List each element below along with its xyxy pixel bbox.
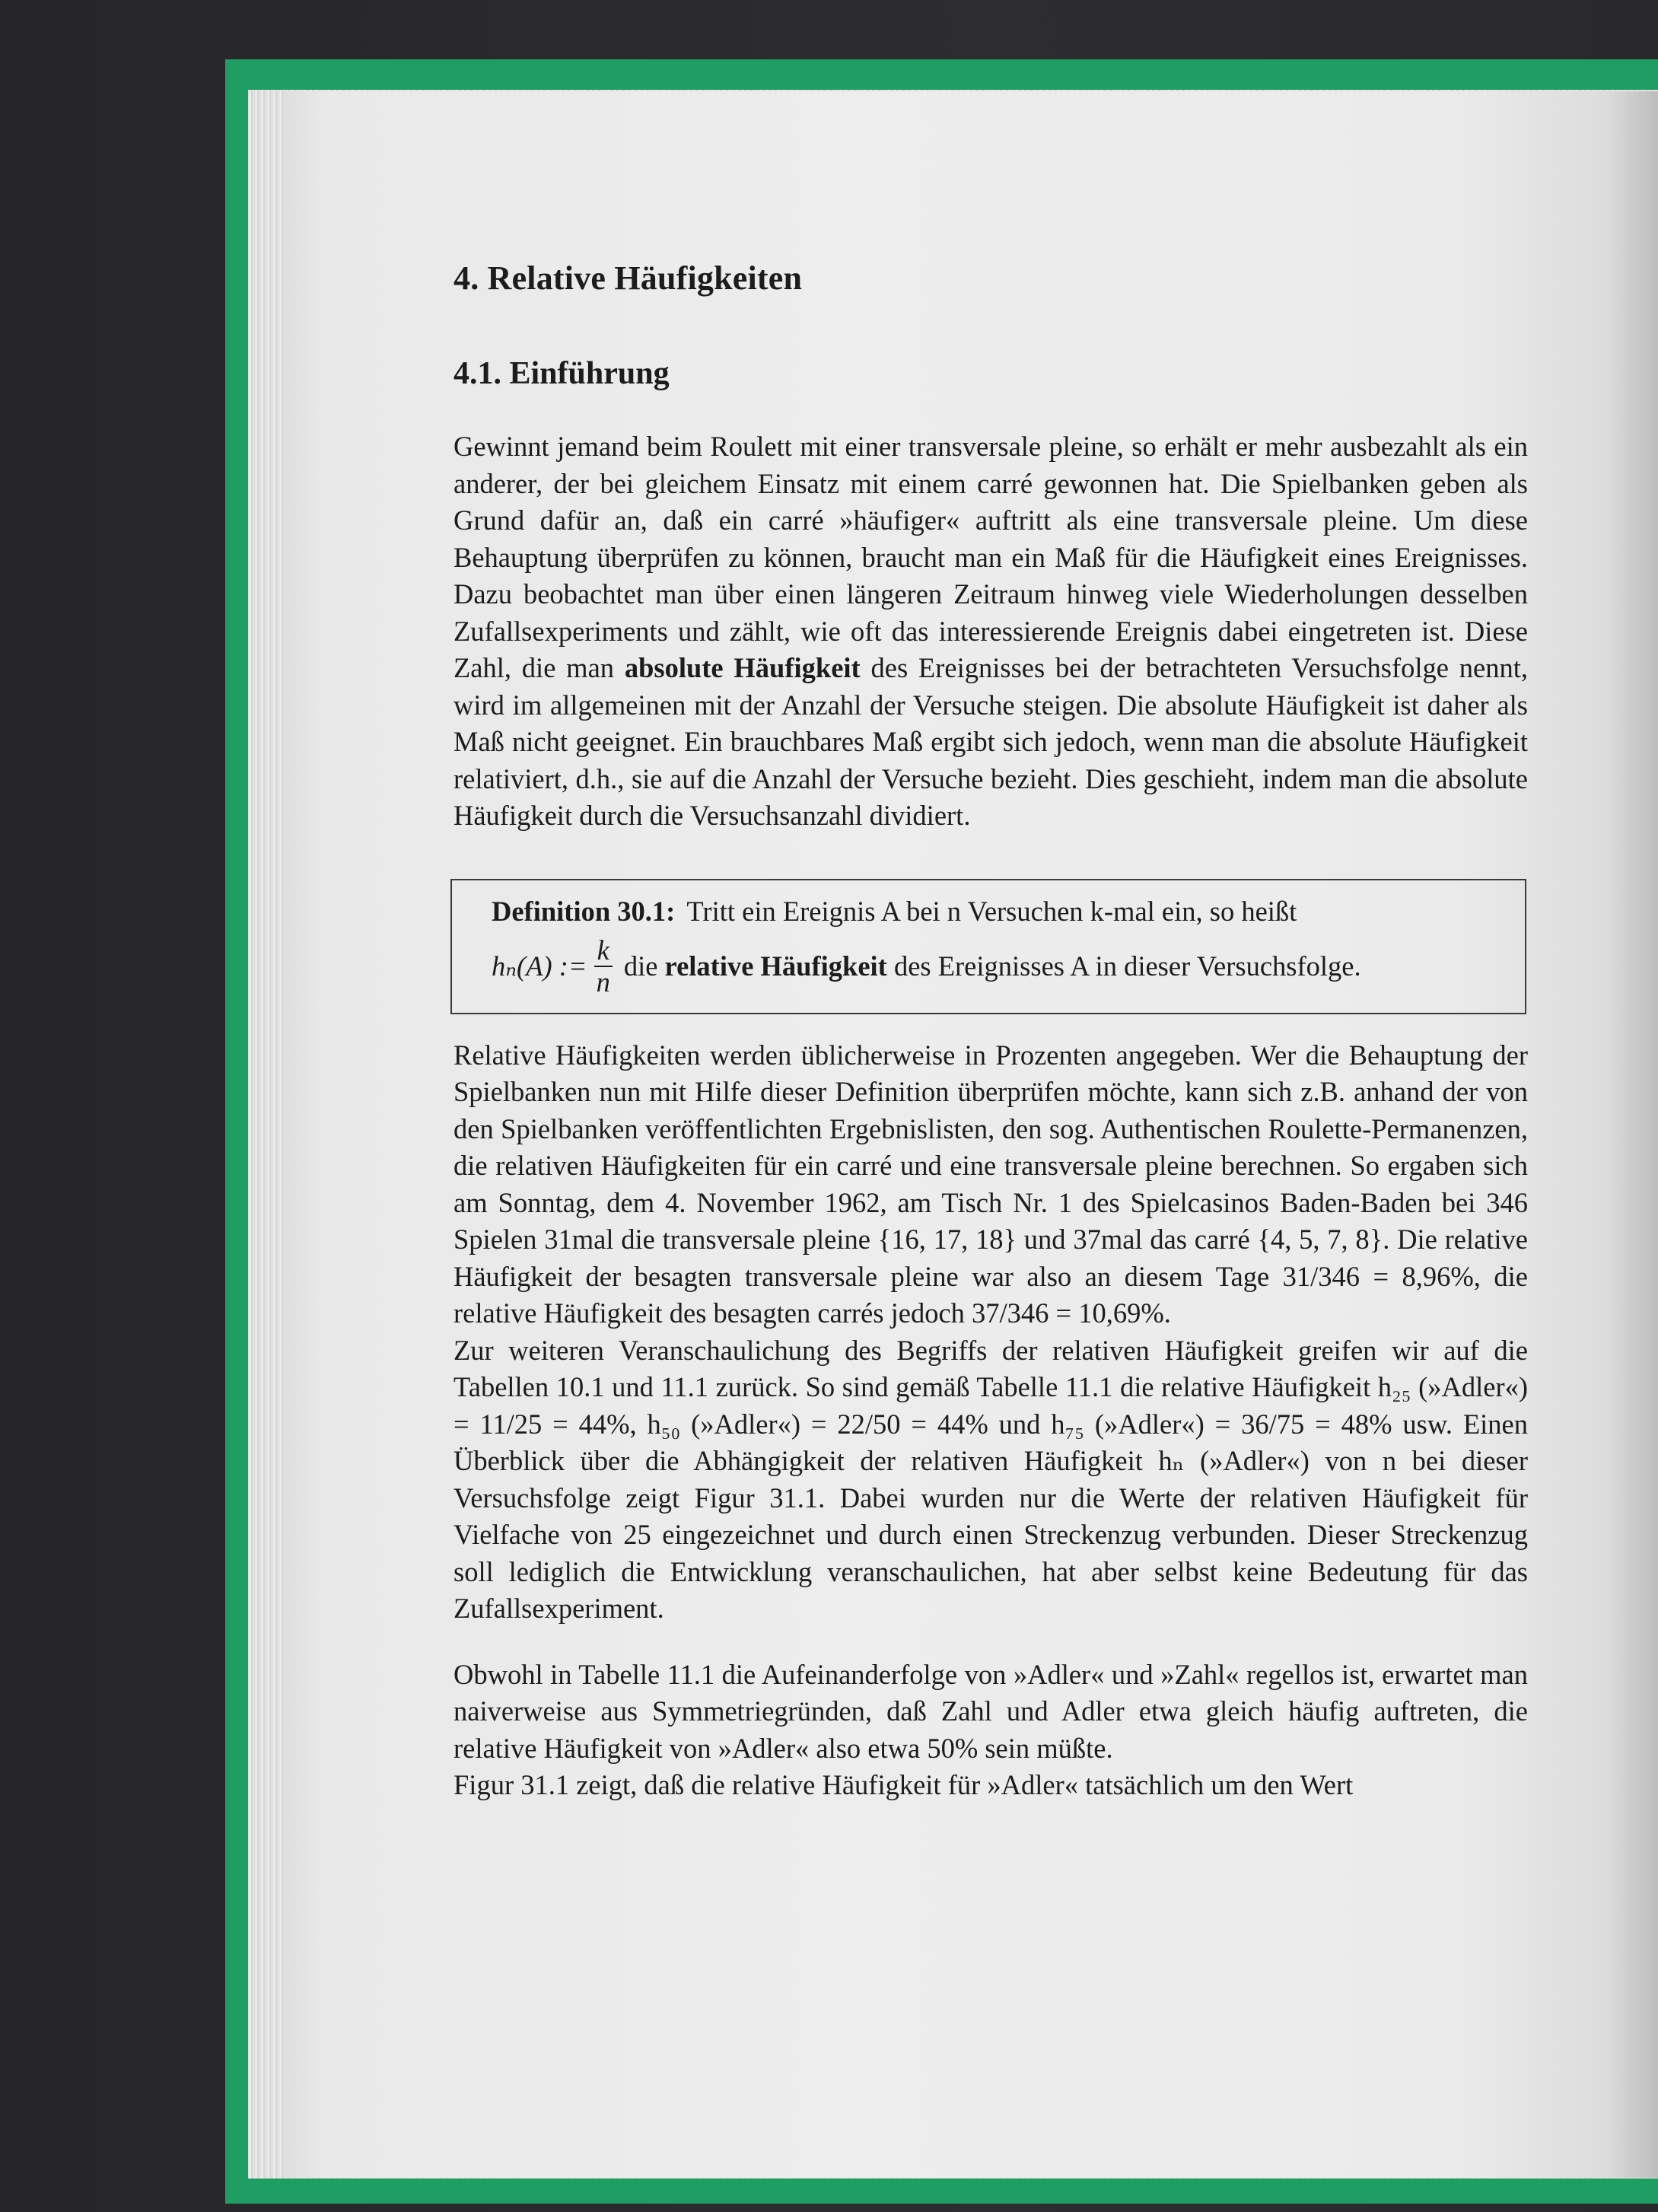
definition-line-1: [492, 891, 1504, 932]
intro-text-2: des Ereignisses bei der betrachteten Versuchsfolge nennt, wird im allgemeinen mit der Anzahl der Versuche steigen. Die absolute Häufigkeit ist daher als Maß nicht geeignet. Ein brauchbares Maß ergibt sich jedoch, wenn man die absolute Häufigkeit relativiert, d.h., sie auf die Anzahl der Versuche bezieht. Dies geschieht, indem man die absolute Häufigkeit durch die Versuchsanzahl dividiert.: [453, 652, 1528, 831]
chapter-heading: 4. Relative Häufigkeiten: [453, 259, 803, 297]
formula-denominator: n: [596, 966, 610, 998]
intro-text-1: Gewinnt jemand beim Roulett mit einer transversale pleine, so erhält er mehr ausbezahlt als ein anderer, der bei gleichem Einsatz mit einem carré gewonnen hat. Die Spielbanken geben als Grund dafür an, daß ein carré »häufiger« auftritt als eine transversale pleine. Um diese Behauptung überprüfen zu können, braucht man ein Maß für die Häufigkeit eines Ereignisses. Dazu beobachtet man über einen längeren Zeitraum hinweg viele Wiederholungen desselben Zufallsexperiments und zählt, wie oft das interessierende Ereignis dabei eingetreten ist. Diese Zahl, die man: [453, 431, 1528, 683]
page-content: [453, 259, 1528, 1804]
paragraph-casino: Relative Häufigkeiten werden üblicherweise in Prozenten angegeben. Wer die Behauptung der Spielbanken nun mit Hilfe dieser Definition überprüfen möchte, kann sich z.B. anhand der von den Spielbanken veröffentlichten Ergebnislisten, den sog. Authentischen Roulette-Permanenzen, die relativen Häufigkeiten für ein carré und eine transversale pleine berechnen. So ergaben sich am Sonntag, dem 4. November 1962, am Tisch Nr. 1 des Spielcasinos Baden-Baden bei 346 Spielen 31mal die transversale pleine {16, 17, 18} und 37mal das carré {4, 5, 7, 8}. Die relative Häufigkeit der besagten transversale pleine war also an diesem Tage 31/346 = 8,96%, die relative Häufigkeit des besagten carrés jedoch 37/346 = 10,69%.: [453, 1039, 1528, 1329]
definition-label: Definition 30.1:: [492, 895, 676, 927]
intro-paragraph: [453, 428, 1528, 835]
section-heading: 4.1. Einführung: [453, 356, 670, 391]
page-shadow: [1605, 91, 1658, 2178]
definition-formula: [492, 935, 624, 998]
formula-lhs: hₙ(A) :=: [492, 950, 587, 982]
definition-line-2: [492, 935, 1504, 998]
definition-line2-text: [624, 950, 1361, 982]
definition-term: relative Häufigkeit: [664, 950, 887, 982]
formula-numerator: k: [594, 935, 613, 967]
intro-bold-term: absolute Häufigkeit: [624, 652, 861, 683]
paragraph-figure: Figur 31.1 zeigt, daß die relative Häufigkeit für »Adler« tatsächlich um den Wert: [453, 1769, 1354, 1800]
definition-text: Tritt ein Ereignis A bei n Versuchen k-mal ein, so heißt: [686, 895, 1297, 927]
paragraph-table: Zur weiteren Veranschaulichung des Begriffs der relativen Häufigkeit greifen wir auf die Tabellen 10.1 und 11.1 zurück. So sind gemäß Tabelle 11.1 die relative Häufigkeit h₂₅ (»Adler«) = 11/25 = 44%, h₅₀ (»Adler«) = 22/50 = 44% und h₇₅ (»Adler«) = 36/75 = 48% usw. Einen Überblick über die Abhängigkeit der relativen Häufigkeit hₙ (»Adler«) von n bei dieser Versuchsfolge zeigt Figur 31.1. Dabei wurden nur die Werte der relativen Häufigkeit für Vielfache von 25 eingezeichnet und durch einen Streckenzug verbunden. Dieser Streckenzug soll lediglich die Entwicklung veranschaulichen, hat aber selbst keine Bedeutung für das Zufallsexperiment.: [453, 1334, 1528, 1624]
line2-pre: die: [623, 950, 665, 982]
line2-post: des Ereignisses A in dieser Versuchsfolge.: [886, 950, 1361, 982]
formula-fraction: [594, 935, 613, 998]
definition-box: [450, 879, 1526, 1014]
paragraph-symmetry: Obwohl in Tabelle 11.1 die Aufeinanderfolge von »Adler« und »Zahl« regellos ist, erwartet man naiverweise aus Symmetriegründen, daß Zahl und Adler etwa gleich häufig auftreten, die relative Häufigkeit von »Adler« also etwa 50% sein müßte.: [453, 1658, 1528, 1764]
